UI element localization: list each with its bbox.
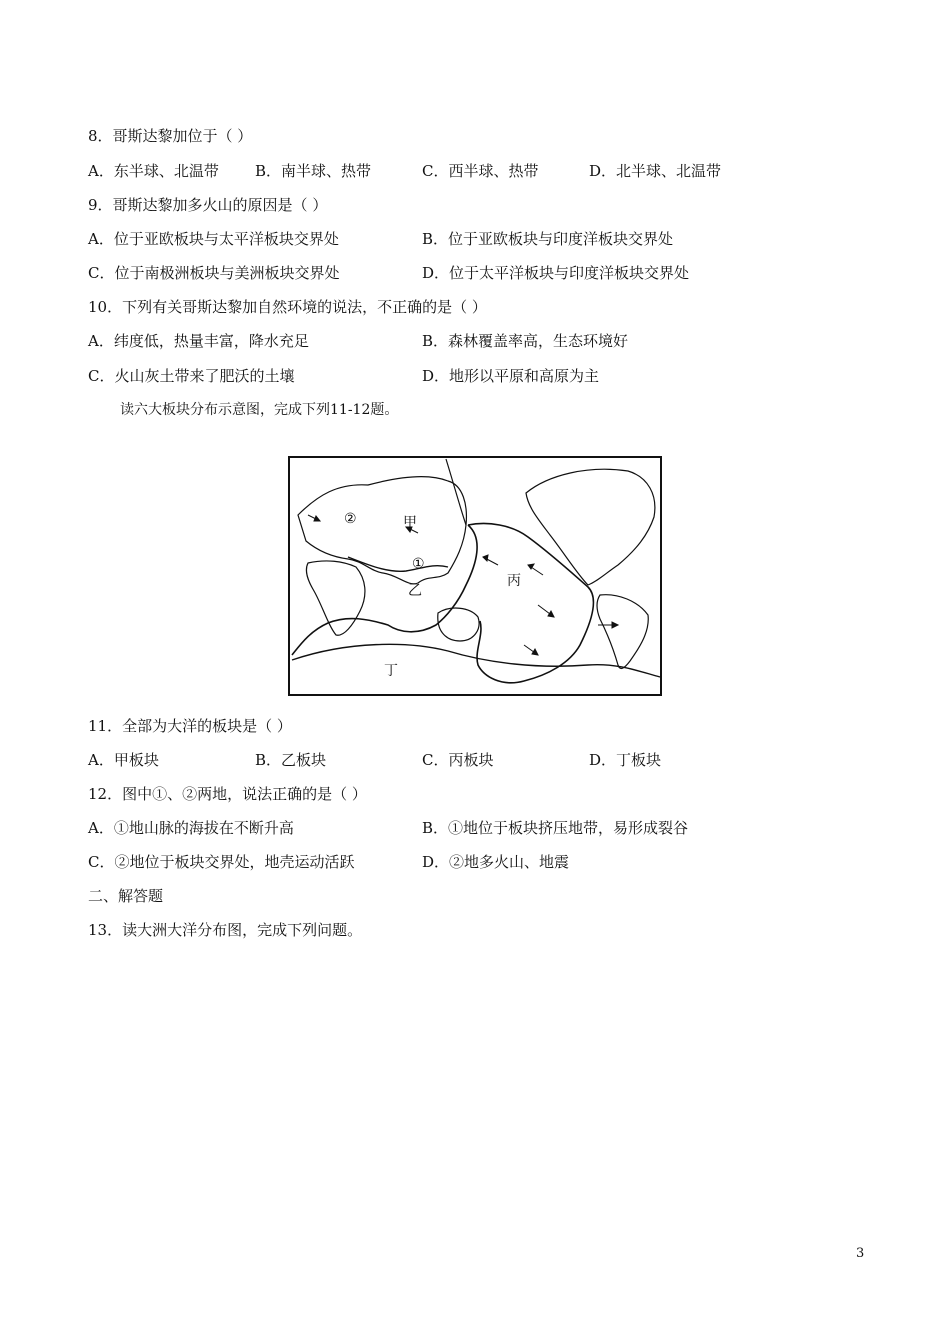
- q11-stem: 11．全部为大洋的板块是（ ）: [88, 717, 292, 735]
- q10-option-b: B．森林覆盖率高，生态环境好: [422, 332, 629, 350]
- q9-option-d: D．位于太平洋板块与印度洋板块交界处: [422, 264, 690, 282]
- label-point-1: ①: [412, 556, 425, 572]
- map-intro-text: 读六大板块分布示意图，完成下列11-12题。: [120, 402, 399, 418]
- six-plates-map: [288, 455, 662, 698]
- q13-stem: 13．读大洲大洋分布图，完成下列问题。: [88, 921, 363, 939]
- q11-option-c: C．丙板块: [422, 751, 494, 769]
- q8-option-a: A．东半球、北温带: [88, 162, 219, 180]
- q8-option-c: C．西半球、热带: [422, 162, 539, 180]
- q9-option-b: B．位于亚欧板块与印度洋板块交界处: [422, 230, 674, 248]
- label-ding: 丁: [384, 663, 398, 679]
- q12-stem: 12．图中①、②两地，说法正确的是（ ）: [88, 785, 367, 803]
- q12-option-c: C．②地位于板块交界处，地壳运动活跃: [88, 853, 355, 871]
- q12-option-b: B．①地位于板块挤压地带，易形成裂谷: [422, 819, 689, 837]
- q11-option-a: A．甲板块: [88, 751, 159, 769]
- label-yi: 乙: [408, 583, 422, 599]
- q11-option-d: D．丁板块: [589, 751, 662, 769]
- q8-option-b: B．南半球、热带: [255, 162, 372, 180]
- q12-option-d: D．②地多火山、地震: [422, 853, 570, 871]
- page-number: 3: [856, 1246, 865, 1261]
- section-heading: 二、解答题: [88, 887, 164, 905]
- q9-option-a: A．位于亚欧板块与太平洋板块交界处: [88, 230, 339, 248]
- q10-stem: 10．下列有关哥斯达黎加自然环境的说法，不正确的是（ ）: [88, 298, 487, 316]
- q9-stem: 9．哥斯达黎加多火山的原因是（ ）: [88, 196, 328, 214]
- q8-stem: 8．哥斯达黎加位于（ ）: [88, 127, 253, 145]
- label-point-2: ②: [344, 511, 357, 527]
- q9-option-c: C．位于南极洲板块与美洲板块交界处: [88, 264, 340, 282]
- label-bing: 丙: [507, 573, 521, 589]
- q10-option-c: C．火山灰土带来了肥沃的土壤: [88, 367, 295, 385]
- q11-option-b: B．乙板块: [255, 751, 327, 769]
- q10-option-d: D．地形以平原和高原为主: [422, 367, 600, 385]
- q10-option-a: A．纬度低，热量丰富，降水充足: [88, 332, 309, 350]
- q12-option-a: A．①地山脉的海拔在不断升高: [88, 819, 294, 837]
- q8-option-d: D．北半球、北温带: [589, 162, 722, 180]
- label-jia: 甲: [403, 515, 417, 531]
